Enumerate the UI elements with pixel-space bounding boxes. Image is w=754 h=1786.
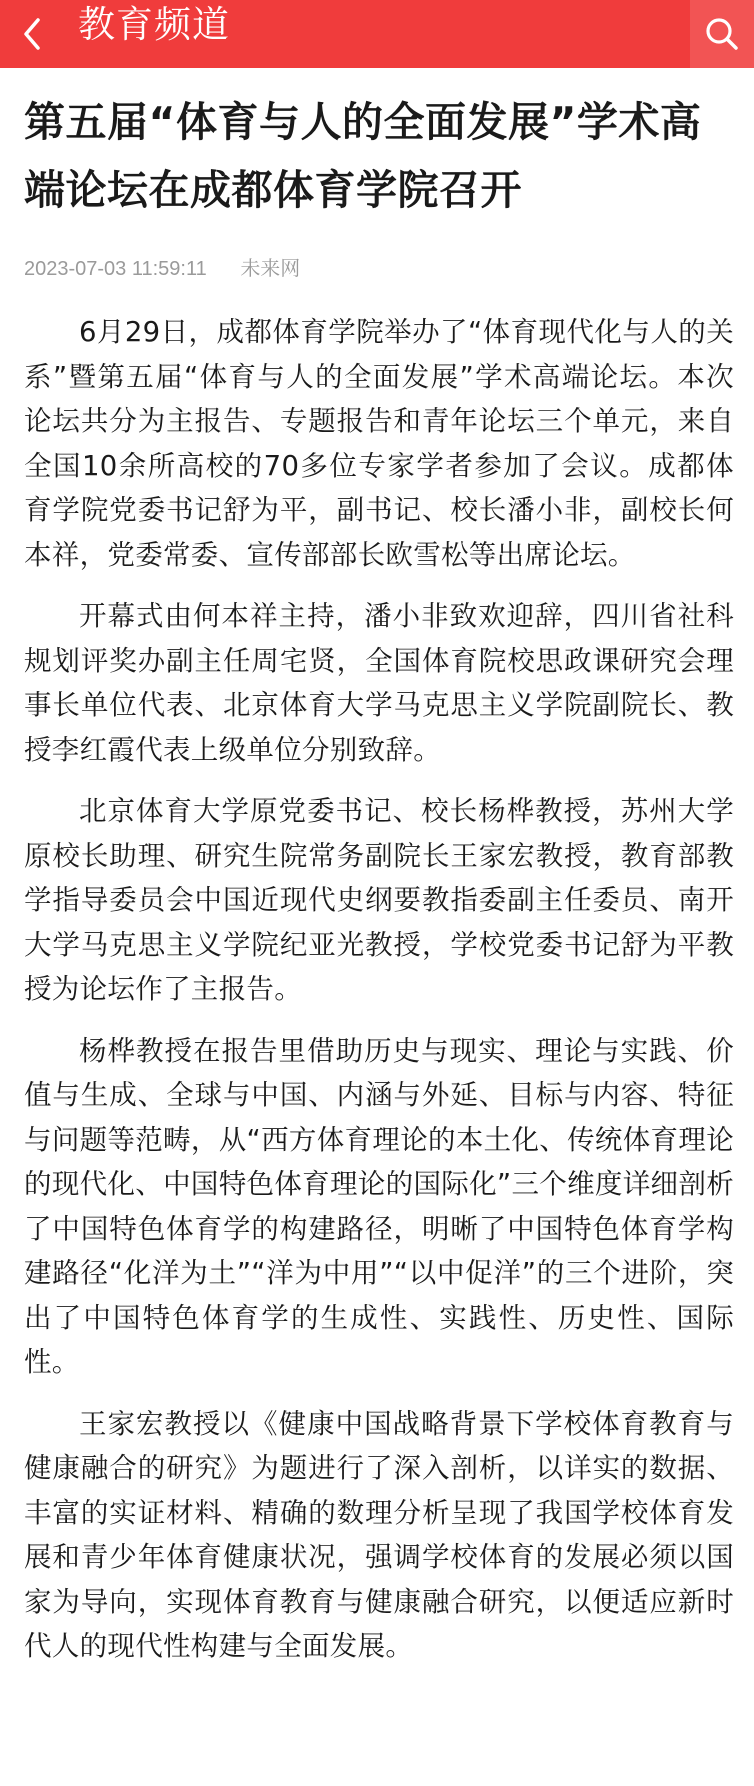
article	[24, 88, 734, 1686]
article-meta	[24, 252, 734, 286]
search-icon	[702, 14, 742, 54]
back-button[interactable]	[0, 0, 64, 68]
article-paragraph: 开幕式由何本祥主持，潘小非致欢迎辞，四川省社科规划评奖办副主任周宅贤，全国体育院校思政课研究会理事长单位代表、北京体育大学马克思主义学院副院长、教授李红霞代表上级单位分别致辞。	[24, 600, 734, 766]
search-button[interactable]	[690, 0, 754, 68]
chevron-left-icon	[18, 14, 46, 54]
article-source: 未来网	[240, 258, 301, 280]
article-paragraph: 北京体育大学原党委书记、校长杨桦教授，苏州大学原校长助理、研究生院常务副院长王家宏教授，教育部教学指导委员会中国近现代史纲要教指委副主任委员、南开大学马克思主义学院纪亚光教授，学校党委书记舒为平教授为论坛作了主报告。	[24, 795, 734, 1005]
article-paragraph: 王家宏教授以《健康中国战略背景下学校体育教育与健康融合的研究》为题进行了深入剖析，以详实的数据、丰富的实证材料、精确的数理分析呈现了我国学校体育发展和青少年体育健康状况，强调学校体育的发展必须以国家为导向，实现体育教育与健康融合研究，以便适应新时代人的现代性构建与全面发展。	[24, 1407, 734, 1662]
top-bar	[0, 0, 754, 68]
publish-date: 2023-07-03 11:59:11	[24, 258, 207, 280]
article-title: 第五届“体育与人的全面发展”学术高端论坛在成都体育学院召开	[24, 98, 702, 214]
article-body	[24, 310, 734, 1669]
channel-title: 教育频道	[78, 3, 230, 46]
article-paragraph: 杨桦教授在报告里借助历史与现实、理论与实践、价值与生成、全球与中国、内涵与外延、目标与内容、特征与问题等范畴，从“西方体育理论的本土化、传统体育理论的现代化、中国特色体育理论的国际化”三个维度详细剖析了中国特色体育学的构建路径，明晰了中国特色体育学构建路径“化洋为土”“洋为中用”“以中促洋”的三个进阶，突出了中国特色体育学的生成性、实践性、历史性、国际性。	[24, 1034, 734, 1378]
article-paragraph: 6月29日，成都体育学院举办了“体育现代化与人的关系”暨第五届“体育与人的全面发展”学术高端论坛。本次论坛共分为主报告、专题报告和青年论坛三个单元，来自全国10余所高校的70多位专家学者参加了会议。成都体育学院党委书记舒为平，副书记、校长潘小非，副校长何本祥，党委常委、宣传部部长欧雪松等出席论坛。	[24, 316, 734, 571]
